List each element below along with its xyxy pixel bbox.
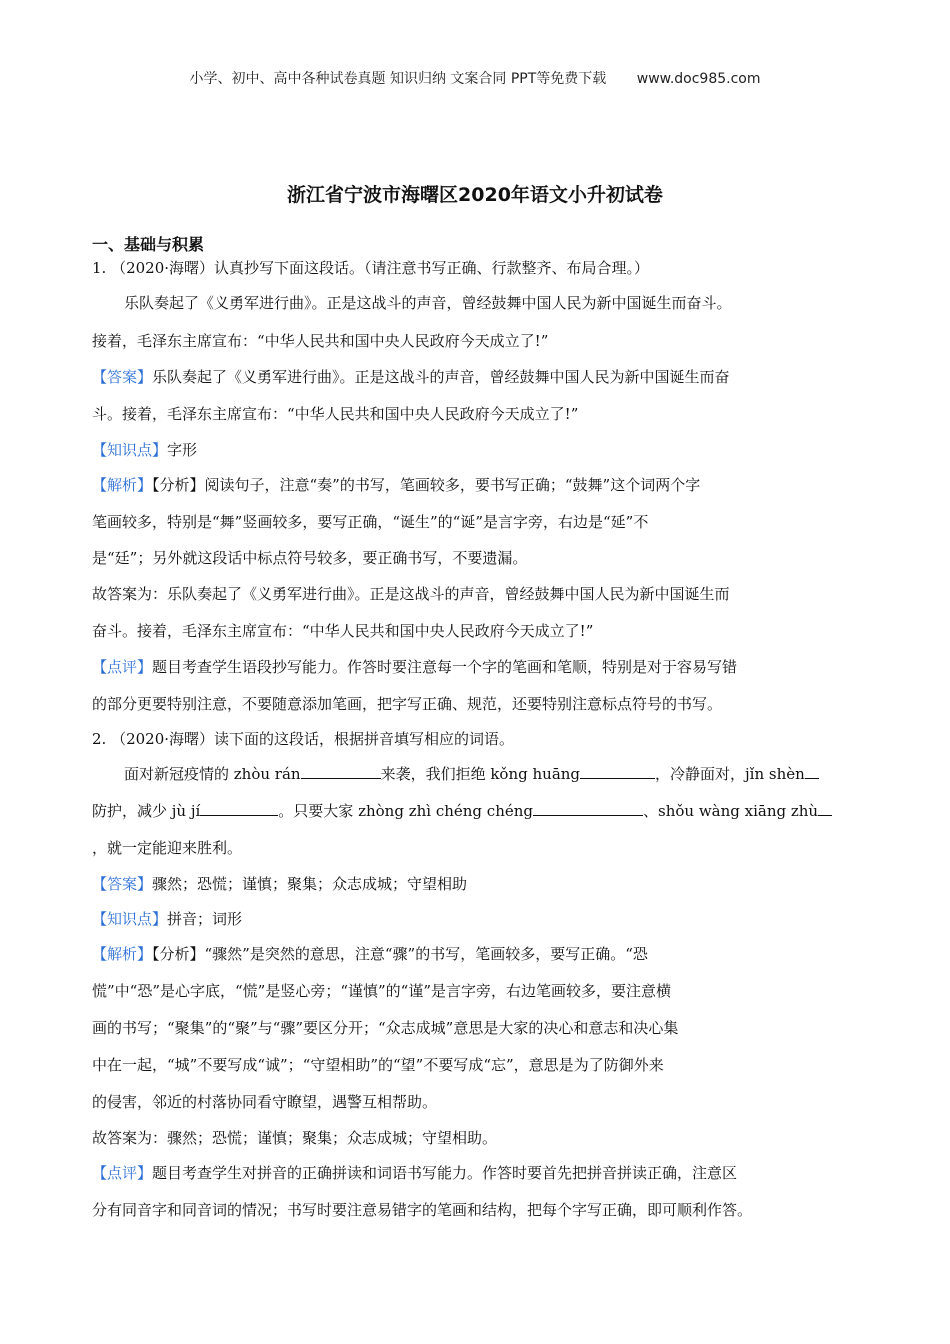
page-header (0, 68, 950, 88)
q2-passage-line-1 (124, 764, 819, 784)
q1-comment-line-1 (92, 657, 737, 677)
answer-tag: 【答案】 (92, 368, 153, 386)
answer-blank-3[interactable] (805, 764, 819, 779)
q2-analysis-text: 【分析】“骤然”是突然的意思，注意“骤”的书写，笔画较多，要写正确。“恐 (152, 945, 648, 963)
header-text: 小学、初中、高中各种试卷真题 知识归纳 文案合同 PPT等免费下载 (189, 71, 607, 87)
q2-passage-part-1: 面对新冠疫情的 zhòu rán (124, 765, 301, 783)
answer-blank-5[interactable] (533, 801, 643, 816)
answer-blank-6[interactable] (818, 801, 832, 816)
q2-knowledge (92, 909, 242, 929)
answer-blank-2[interactable] (580, 764, 655, 779)
knowledge-tag: 【知识点】 (92, 910, 168, 928)
q2-analysis-line-1 (92, 944, 648, 964)
q2-comment-line-2: 分有同音字和同音词的情况；书写时要注意易错字的笔画和结构，把每个字写正确，即可顺利作答。 (92, 1201, 753, 1219)
document-title: 浙江省宁波市海曙区2020年语文小升初试卷 (287, 184, 663, 206)
q2-comment-text: 题目考查学生对拼音的正确拼读和词语书写能力。作答时要首先把拼音拼读正确，注意区 (152, 1164, 738, 1182)
answer-blank-4[interactable] (200, 801, 278, 816)
q1-passage-line-1: 乐队奏起了《义勇军进行曲》。正是这战斗的声音，曾经鼓舞中国人民为新中国诞生而奋斗。 (124, 294, 732, 312)
q2-analysis-line-2: 慌”中“恐”是心字底，“慌”是竖心旁；“谨慎”的“谨”是言字旁，右边笔画较多，要注意横 (92, 982, 672, 1000)
q1-answer-line-1 (92, 367, 730, 387)
q2-answer (92, 874, 467, 894)
q2-analysis-line-6: 故答案为：骤然；恐慌；谨慎；聚集；众志成城；守望相助。 (92, 1129, 498, 1147)
analysis-tag: 【解析】 (92, 476, 153, 494)
q1-analysis-text: 【分析】阅读句子，注意“奏”的书写，笔画较多，要书写正确；“鼓舞”这个词两个字 (152, 476, 701, 494)
q1-analysis-line-5: 奋斗。接着，毛泽东主席宣布：“中华人民共和国中央人民政府今天成立了!” (92, 622, 594, 640)
header-url[interactable]: www.doc985.com (636, 71, 761, 87)
q2-passage-line-2 (92, 801, 832, 821)
q1-analysis-line-4: 故答案为：乐队奏起了《义勇军进行曲》。正是这战斗的声音，曾经鼓舞中国人民为新中国诞生而 (92, 585, 730, 603)
q2-answer-text: 骤然；恐慌；谨慎；聚集；众志成城；守望相助 (152, 875, 468, 893)
q2-stem: 2. （2020·海曙）读下面的这段话，根据拼音填写相应的词语。 (92, 730, 515, 748)
q1-knowledge (92, 440, 197, 460)
answer-blank-1[interactable] (301, 764, 381, 779)
q2-analysis-line-4: 中在一起，“城”不要写成“诚”；“守望相助”的“望”不要写成“忘”，意思是为了防御外来 (92, 1056, 664, 1074)
q2-passage-part-3: ，冷静面对，jǐn shèn (655, 765, 805, 783)
q2-passage-line-3: ，就一定能迎来胜利。 (92, 839, 243, 857)
q2-comment-line-1 (92, 1163, 737, 1183)
comment-tag: 【点评】 (92, 658, 153, 676)
q1-comment-text: 题目考查学生语段抄写能力。作答时要注意每一个字的笔画和笔顺，特别是对于容易写错 (152, 658, 738, 676)
q1-stem: 1. （2020·海曙）认真抄写下面这段话。（请注意书写正确、行款整齐、布局合理。） (92, 259, 650, 277)
q2-passage-part-2: 来袭，我们拒绝 kǒng huāng (380, 765, 581, 783)
q2-passage-part-6: 、shǒu wàng xiāng zhù (643, 802, 819, 820)
q1-answer-text: 乐队奏起了《义勇军进行曲》。正是这战斗的声音，曾经鼓舞中国人民为新中国诞生而奋 (152, 368, 730, 386)
q1-knowledge-text: 字形 (167, 441, 198, 459)
q1-passage-line-2: 接着，毛泽东主席宣布：“中华人民共和国中央人民政府今天成立了!” (92, 332, 549, 350)
knowledge-tag: 【知识点】 (92, 441, 168, 459)
section-heading: 一、基础与积累 (92, 235, 205, 254)
q2-analysis-line-5: 的侵害，邻近的村落协同看守瞭望，遇警互相帮助。 (92, 1093, 438, 1111)
q1-analysis-line-1 (92, 475, 700, 495)
q1-analysis-line-3: 是“廷”；另外就这段话中标点符号较多，要正确书写，不要遗漏。 (92, 549, 528, 567)
q1-analysis-line-2: 笔画较多，特别是“舞”竖画较多，要写正确，“诞生”的“诞”是言字旁，右边是“延”不 (92, 513, 649, 531)
q1-comment-line-2: 的部分更要特别注意，不要随意添加笔画，把字写正确、规范，还要特别注意标点符号的书写。 (92, 695, 723, 713)
analysis-tag: 【解析】 (92, 945, 153, 963)
q2-knowledge-text: 拼音；词形 (167, 910, 243, 928)
answer-tag: 【答案】 (92, 875, 153, 893)
comment-tag: 【点评】 (92, 1164, 153, 1182)
q2-analysis-line-3: 画的书写；“聚集”的“聚”与“骤”要区分开；“众志成城”意思是大家的决心和意志和决心集 (92, 1019, 679, 1037)
q2-passage-part-4: 防护，减少 jù jí (92, 802, 201, 820)
q2-passage-part-5: 。只要大家 zhòng zhì chéng chéng (278, 802, 533, 820)
q1-answer-line-2: 斗。接着，毛泽东主席宣布：“中华人民共和国中央人民政府今天成立了!” (92, 405, 579, 423)
